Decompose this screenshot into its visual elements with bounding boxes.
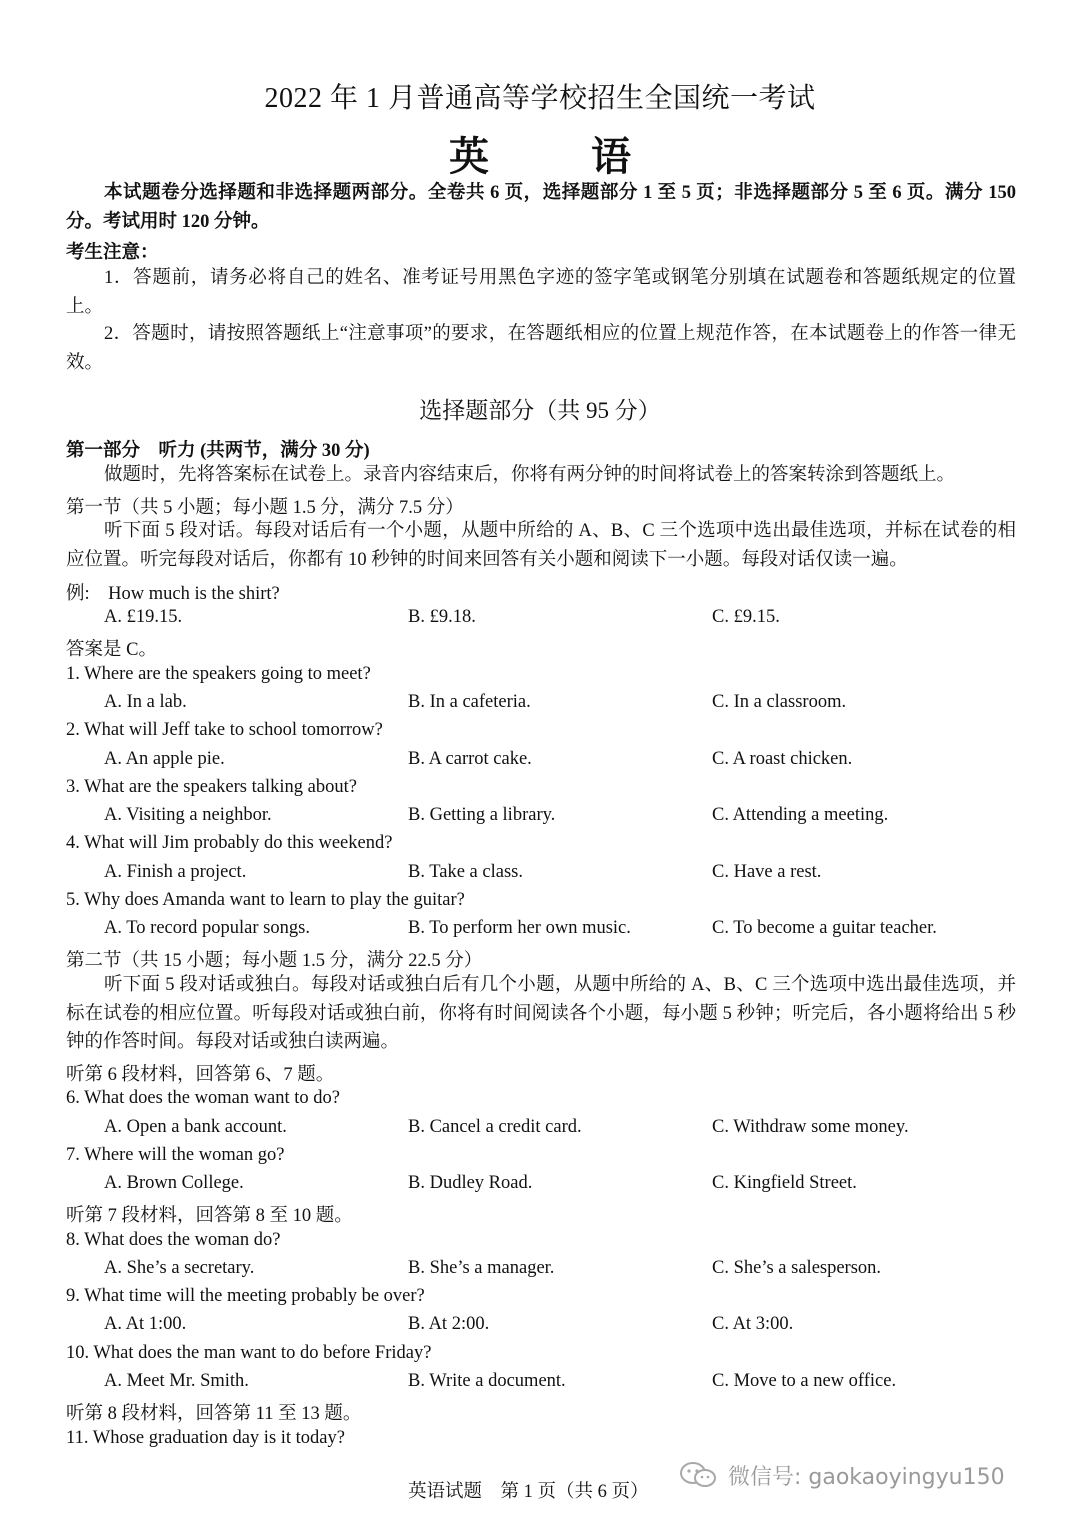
- question-2: 2. What will Jeff take to school tomorrow?: [66, 720, 383, 740]
- q10-option-c: C. Move to a new office.: [712, 1371, 897, 1391]
- q9-option-c: C. At 3:00.: [712, 1314, 794, 1334]
- section-heading: 选择题部分（共 95 分）: [419, 398, 661, 423]
- intro-text: 本试题卷分选择题和非选择题两部分。全卷共 6 页，选择题部分 1 至 5 页；非选择题部分 5 至 6 页。满分 150 分。考试用时 120 分钟。: [66, 183, 1016, 232]
- question-8: 8. What does the woman do?: [66, 1230, 281, 1250]
- sec2-instruction: 听下面 5 段对话或独白。每段对话或独白后有几个小题，从题中所给的 A、B、C 三个选项中选出最佳选项，并标在试卷的相应位置。听每段对话或独白前，你将有时间阅读各个小题，每小题 5 秒钟；听完后，各小题将给出 5 秒钟的作答时间。每段对话或独白读两遍。: [66, 975, 1016, 1052]
- q5-option-b: B. To perform her own music.: [408, 918, 631, 938]
- example-answer: 答案是 C。: [66, 640, 157, 660]
- q3-option-b: B. Getting a library.: [408, 805, 556, 825]
- question-9: 9. What time will the meeting probably be over?: [66, 1286, 425, 1306]
- question-5: 5. Why does Amanda want to learn to play the guitar?: [66, 890, 465, 910]
- watermark-text: 微信号: gaokaoyingyu150: [728, 1465, 1005, 1490]
- q5-option-a: A. To record popular songs.: [104, 918, 310, 938]
- q3-option-a: A. Visiting a neighbor.: [104, 805, 272, 825]
- question-3: 3. What are the speakers talking about?: [66, 777, 357, 797]
- part1-title: 第一部分 听力 (共两节，满分 30 分): [66, 441, 370, 461]
- sec1-title: 第一节（共 5 小题；每小题 1.5 分，满分 7.5 分）: [66, 498, 464, 518]
- question-1: 1. Where are the speakers going to meet?: [66, 664, 371, 684]
- question-7: 7. Where will the woman go?: [66, 1145, 285, 1165]
- question-4: 4. What will Jim probably do this weekend?: [66, 833, 393, 853]
- notice-1: 1．答题前，请务必将自己的姓名、准考证号用黑色字迹的签字笔或钢笔分别填在试题卷和答题纸规定的位置上。: [66, 268, 1016, 317]
- q7-option-c: C. Kingfield Street.: [712, 1173, 857, 1193]
- example-question: 例: How much is the shirt?: [66, 584, 280, 604]
- q2-option-c: C. A roast chicken.: [712, 749, 853, 769]
- q8-option-c: C. She’s a salesperson.: [712, 1258, 882, 1278]
- q5-option-c: C. To become a guitar teacher.: [712, 918, 937, 938]
- q7-option-a: A. Brown College.: [104, 1173, 244, 1193]
- q4-option-c: C. Have a rest.: [712, 862, 822, 882]
- q10-option-a: A. Meet Mr. Smith.: [104, 1371, 249, 1391]
- q1-option-b: B. In a cafeteria.: [408, 692, 531, 712]
- q2-option-a: A. An apple pie.: [104, 749, 225, 769]
- material-6: 听第 6 段材料，回答第 6、7 题。: [66, 1065, 335, 1085]
- q10-option-b: B. Write a document.: [408, 1371, 566, 1391]
- q6-option-c: C. Withdraw some money.: [712, 1117, 909, 1137]
- q9-option-a: A. At 1:00.: [104, 1314, 187, 1334]
- material-8: 听第 8 段材料，回答第 11 至 13 题。: [66, 1404, 362, 1424]
- part1-instruction: 做题时，先将答案标在试卷上。录音内容结束后，你将有两分钟的时间将试卷上的答案转涂到答题纸上。: [104, 465, 956, 485]
- example-option-a: A. £19.15.: [104, 607, 183, 627]
- q8-option-b: B. She’s a manager.: [408, 1258, 555, 1278]
- q4-option-b: B. Take a class.: [408, 862, 523, 882]
- q3-option-c: C. Attending a meeting.: [712, 805, 889, 825]
- exam-title: 2022 年 1 月普通高等学校招生全国统一考试: [264, 83, 816, 114]
- q6-option-b: B. Cancel a credit card.: [408, 1117, 582, 1137]
- material-7: 听第 7 段材料，回答第 8 至 10 题。: [66, 1206, 353, 1226]
- example-option-c: C. £9.15.: [712, 607, 780, 627]
- q4-option-a: A. Finish a project.: [104, 862, 247, 882]
- subject-title: 英 语: [449, 134, 675, 180]
- q9-option-b: B. At 2:00.: [408, 1314, 490, 1334]
- sec1-instruction: 听下面 5 段对话。每段对话后有一个小题，从题中所给的 A、B、C 三个选项中选出最佳选项，并标在试卷的相应位置。听完每段对话后，你都有 10 秒钟的时间来回答有关小题和阅读下一小题。每段对话仅读一遍。: [66, 521, 1016, 570]
- notice-label: 考生注意：: [66, 243, 159, 263]
- example-option-b: B. £9.18.: [408, 607, 476, 627]
- q6-option-a: A. Open a bank account.: [104, 1117, 287, 1137]
- q7-option-b: B. Dudley Road.: [408, 1173, 533, 1193]
- question-11: 11. Whose graduation day is it today?: [66, 1428, 345, 1448]
- question-10: 10. What does the man want to do before Friday?: [66, 1343, 432, 1363]
- q8-option-a: A. She’s a secretary.: [104, 1258, 255, 1278]
- page-footer: 英语试题 第 1 页（共 6 页）: [408, 1482, 649, 1502]
- question-6: 6. What does the woman want to do?: [66, 1088, 341, 1108]
- q1-option-c: C. In a classroom.: [712, 692, 847, 712]
- sec2-title: 第二节（共 15 小题；每小题 1.5 分，满分 22.5 分）: [66, 951, 483, 971]
- wechat-icon: [678, 1461, 720, 1489]
- notice-2: 2．答题时，请按照答题纸上“注意事项”的要求，在答题纸相应的位置上规范作答，在本试题卷上的作答一律无效。: [66, 324, 1016, 373]
- q1-option-a: A. In a lab.: [104, 692, 187, 712]
- q2-option-b: B. A carrot cake.: [408, 749, 532, 769]
